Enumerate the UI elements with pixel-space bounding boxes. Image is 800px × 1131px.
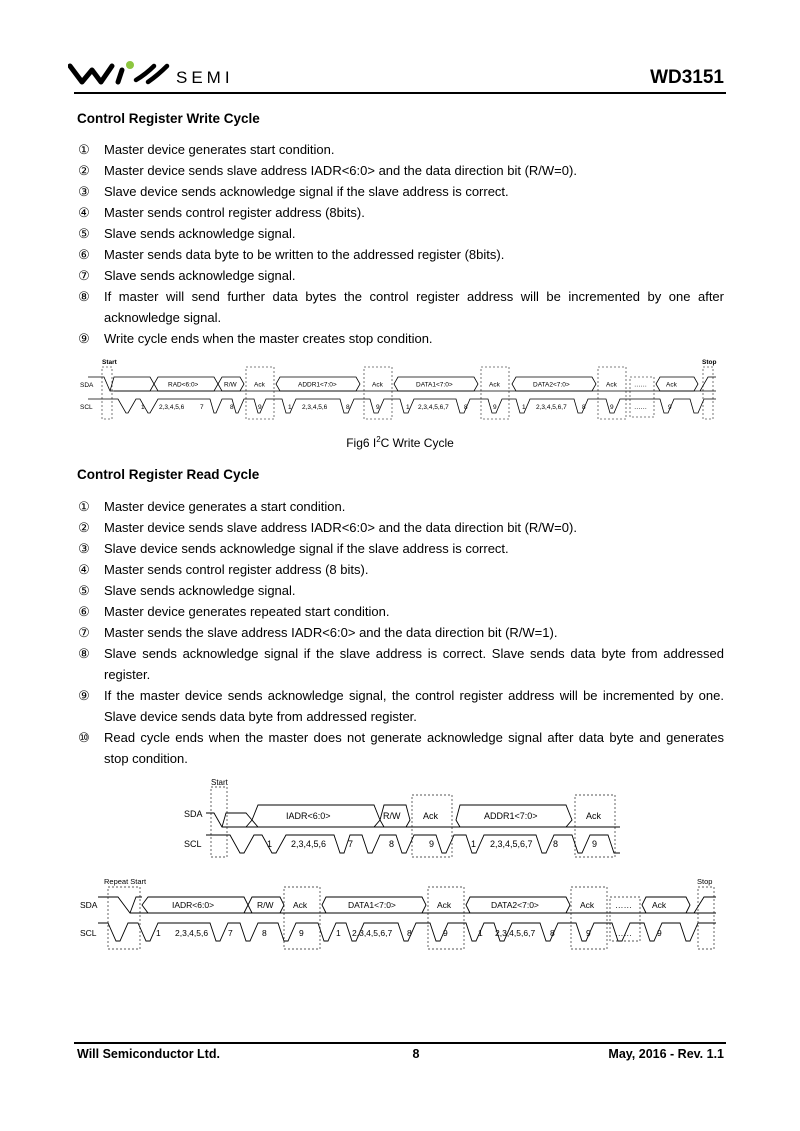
ack-label: Ack — [580, 900, 595, 910]
list-item: ⑧ If master will send further data bytes the control register address will be incremented by one after acknowledge signal. — [78, 289, 724, 325]
read-cycle-title: Control Register Read Cycle — [77, 467, 260, 482]
list-item: ③ Slave device sends acknowledge signal if the slave address is correct. — [78, 184, 509, 199]
footer-company: Will Semiconductor Ltd. — [77, 1047, 220, 1061]
bit-label: 9 — [668, 404, 672, 411]
dots-label: …… — [615, 900, 632, 910]
list-item: ⑦ Slave sends acknowledge signal. — [78, 268, 296, 283]
repeat-start-label: Repeat Start — [104, 877, 147, 886]
bit-label: 9 — [493, 404, 497, 411]
bit-label: 7 — [348, 839, 354, 849]
footer-revision: May, 2016 - Rev. 1.1 — [608, 1047, 724, 1061]
rw-label: R/W — [224, 381, 237, 389]
will-semi-logo-icon — [68, 60, 173, 86]
bit-label: 8 — [230, 404, 234, 411]
bit-label: 9 — [657, 928, 662, 938]
ack-label: Ack — [254, 381, 265, 389]
write-cycle-title: Control Register Write Cycle — [77, 111, 260, 126]
ack-label: Ack — [372, 381, 383, 389]
bit-label: 1 — [478, 928, 483, 938]
bit-label: 9 — [258, 404, 262, 411]
rad-label: RAD<6:0> — [168, 381, 199, 389]
bit-label: 2,3,4,5,6 — [159, 404, 185, 411]
stop-label: Stop — [697, 877, 713, 886]
sda-label: SDA — [184, 809, 203, 819]
bit-label: 1 — [267, 839, 273, 849]
start-label: Start — [211, 778, 228, 787]
bit-label: 1 — [141, 404, 145, 411]
bit-label: 9 — [592, 839, 598, 849]
list-item: ④ Master sends control register address (8bits). — [78, 205, 365, 220]
list-item: ③ Slave device sends acknowledge signal if the slave address is correct. — [78, 541, 509, 556]
list-item: ① Master device generates a start condition. — [78, 499, 346, 514]
iadr-label: IADR<6:0> — [286, 811, 331, 821]
bit-label: 2,3,4,5,6 — [302, 404, 328, 411]
footer-page-number: 8 — [412, 1047, 420, 1061]
dots-label: …… — [634, 404, 647, 411]
bit-label: 7 — [228, 928, 233, 938]
list-item: ⑤ Slave sends acknowledge signal. — [78, 226, 296, 241]
data2-label: DATA2<7:0> — [533, 381, 570, 389]
bit-label: 1 — [288, 404, 292, 411]
list-item: ⑧ Slave sends acknowledge signal if the slave address is correct. Slave sends data byte from addressed register. — [78, 646, 724, 682]
ack-label: Ack — [666, 381, 677, 389]
data1-label: DATA1<7:0> — [416, 381, 453, 389]
ack-label: Ack — [489, 381, 500, 389]
bit-label: 8 — [553, 839, 559, 849]
footer-rule — [74, 1042, 726, 1044]
write-cycle-steps — [76, 139, 724, 349]
bit-label: 2,3,4,5,6,7 — [418, 404, 449, 411]
list-item: ④ Master sends control register address (8 bits). — [78, 562, 369, 577]
header-rule — [74, 92, 726, 94]
bit-label: 8 — [389, 839, 395, 849]
bit-label: 2,3,4,5,6,7 — [536, 404, 567, 411]
logo-semi-text: SEMI — [176, 68, 234, 87]
start-label: Start — [102, 359, 117, 366]
bit-label: 9 — [299, 928, 304, 938]
bit-label: 9 — [429, 839, 435, 849]
read-cycle-timing-diagram-2 — [0, 875, 800, 955]
scl-label: SCL — [184, 839, 202, 849]
figure-caption: Fig6 $I^2C$ Write Cycle — [346, 435, 454, 450]
addr1-label: ADDR1<7:0> — [484, 811, 538, 821]
ack-label: Ack — [586, 811, 602, 821]
list-item: ⑩ Read cycle ends when the master does not generate acknowledge signal after data byte and generates stop condition. — [78, 730, 724, 766]
bit-label: 1 — [471, 839, 477, 849]
ack-label: Ack — [606, 381, 617, 389]
bit-label: 8 — [262, 928, 267, 938]
scl-label: SCL — [80, 404, 93, 411]
list-item: ⑤ Slave sends acknowledge signal. — [78, 583, 296, 598]
scl-label: SCL — [80, 928, 97, 938]
bit-label: 9 — [610, 404, 614, 411]
read-cycle-steps — [76, 496, 724, 769]
read-cycle-timing-diagram-1 — [0, 775, 800, 865]
bit-label: 8 — [550, 928, 555, 938]
bit-label: 2,3,4,5,6 — [291, 839, 327, 849]
bit-label: 8 — [346, 404, 350, 411]
rw-label: R/W — [257, 900, 274, 910]
list-item: ① Master device generates start condition. — [78, 142, 335, 157]
stop-label: Stop — [702, 359, 717, 366]
bit-label: 2,3,4,5,6,7 — [352, 928, 393, 938]
bit-label: 2,3,4,5,6,7 — [495, 928, 536, 938]
sda-label: SDA — [80, 382, 94, 389]
dots-label: …… — [615, 928, 632, 938]
list-item: ② Master device sends slave address IADR<6:0> and the data direction bit (R/W=0). — [78, 163, 577, 178]
list-item: ② Master device sends slave address IADR<6:0> and the data direction bit (R/W=0). — [78, 520, 577, 535]
document-model: WD3151 — [650, 67, 724, 88]
bit-label: 8 — [407, 928, 412, 938]
ack-label: Ack — [423, 811, 439, 821]
iadr-label: IADR<6:0> — [172, 900, 215, 910]
list-item: ⑥ Master sends data byte to be written to the addressed register (8bits). — [78, 247, 505, 262]
list-item: ⑨ Write cycle ends when the master creates stop condition. — [78, 331, 433, 346]
data2-label: DATA2<7:0> — [491, 900, 539, 910]
bit-label: 8 — [464, 404, 468, 411]
data1-label: DATA1<7:0> — [348, 900, 396, 910]
bit-label: 2,3,4,5,6,7 — [490, 839, 533, 849]
bit-label: 8 — [582, 404, 586, 411]
bit-label: 7 — [200, 404, 204, 411]
dots-label: …… — [634, 381, 647, 389]
bit-label: 1 — [406, 404, 410, 411]
bit-label: 1 — [156, 928, 161, 938]
bit-label: 1 — [522, 404, 526, 411]
ack-label: Ack — [652, 900, 667, 910]
bit-label: 1 — [336, 928, 341, 938]
addr1-label: ADDR1<7:0> — [298, 381, 337, 389]
bit-label: 9 — [443, 928, 448, 938]
rw-label: R/W — [383, 811, 401, 821]
sda-label: SDA — [80, 900, 98, 910]
ack-label: Ack — [293, 900, 308, 910]
list-item: ⑨ If the master device sends acknowledge signal, the control register address will be incremented by one. Slave device sends data byte from addressed register. — [78, 688, 724, 724]
ack-label: Ack — [437, 900, 452, 910]
bit-label: 2,3,4,5,6 — [175, 928, 209, 938]
bit-label: 9 — [376, 404, 380, 411]
list-item: ⑥ Master device generates repeated start condition. — [78, 604, 390, 619]
write-cycle-timing-diagram — [0, 355, 800, 427]
list-item: ⑦ Master sends the slave address IADR<6:0> and the data direction bit (R/W=1). — [78, 625, 558, 640]
bit-label: 9 — [586, 928, 591, 938]
